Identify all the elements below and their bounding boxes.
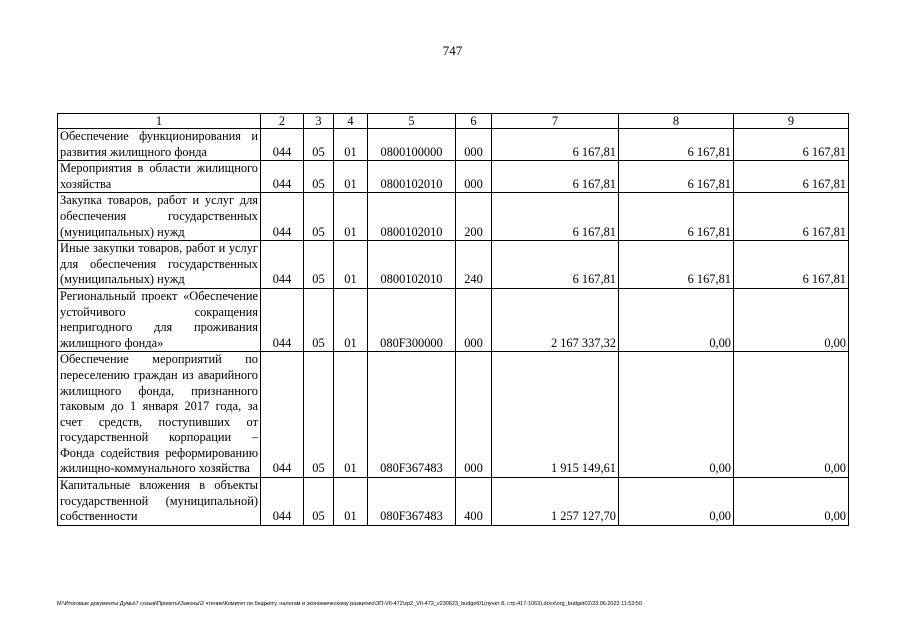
row-subsection: 01 xyxy=(334,161,368,193)
row-amount-col7: 6 167,81 xyxy=(492,129,619,161)
row-subsection: 01 xyxy=(334,288,368,351)
row-amount-col9: 0,00 xyxy=(734,478,849,526)
row-target-article: 0800102010 xyxy=(368,241,456,289)
row-ministry-code: 044 xyxy=(261,478,304,526)
row-subsection: 01 xyxy=(334,241,368,289)
row-expense-type: 400 xyxy=(456,478,492,526)
header-cell-9: 9 xyxy=(734,114,849,129)
row-expense-type: 200 xyxy=(456,193,492,241)
row-target-article: 080F367483 xyxy=(368,478,456,526)
row-ministry-code: 044 xyxy=(261,352,304,478)
row-name: Закупка товаров, работ и услуг для обеспечения государственных (муниципальных) нужд xyxy=(58,193,261,241)
row-target-article: 0800100000 xyxy=(368,129,456,161)
row-subsection: 01 xyxy=(334,352,368,478)
row-amount-col7: 1 915 149,61 xyxy=(492,352,619,478)
table-row xyxy=(58,478,849,526)
row-ministry-code: 044 xyxy=(261,193,304,241)
row-subsection: 01 xyxy=(334,478,368,526)
row-name: Капитальные вложения в объекты государственной (муниципальной) собственности xyxy=(58,478,261,526)
row-name: Обеспечение мероприятий по переселению граждан из аварийного жилищного фонда, признанного таковым до 1 января 2017 года, за счет средств, поступивших от государственной корпорации – Фонда содействия реформированию жилищно-коммунального хозяйства xyxy=(58,352,261,478)
row-amount-col9: 6 167,81 xyxy=(734,193,849,241)
row-target-article: 0800102010 xyxy=(368,161,456,193)
row-name: Региональный проект «Обеспечение устойчивого сокращения непригодного для проживания жилищного фонда» xyxy=(58,288,261,351)
row-amount-col8: 6 167,81 xyxy=(619,193,734,241)
row-target-article: 080F300000 xyxy=(368,288,456,351)
row-ministry-code: 044 xyxy=(261,161,304,193)
header-cell-4: 4 xyxy=(334,114,368,129)
budget-table xyxy=(57,113,849,526)
row-amount-col8: 6 167,81 xyxy=(619,129,734,161)
row-amount-col9: 6 167,81 xyxy=(734,241,849,289)
header-cell-5: 5 xyxy=(368,114,456,129)
header-cell-6: 6 xyxy=(456,114,492,129)
row-expense-type: 240 xyxy=(456,241,492,289)
row-expense-type: 000 xyxy=(456,352,492,478)
row-amount-col7: 6 167,81 xyxy=(492,161,619,193)
row-ministry-code: 044 xyxy=(261,129,304,161)
row-amount-col9: 0,00 xyxy=(734,352,849,478)
row-amount-col8: 6 167,81 xyxy=(619,161,734,193)
row-expense-type: 000 xyxy=(456,288,492,351)
row-ministry-code: 044 xyxy=(261,288,304,351)
row-ministry-code: 044 xyxy=(261,241,304,289)
row-amount-col7: 6 167,81 xyxy=(492,241,619,289)
row-amount-col7: 2 167 337,32 xyxy=(492,288,619,351)
table-row xyxy=(58,241,849,289)
row-subsection: 01 xyxy=(334,193,368,241)
row-name: Мероприятия в области жилищного хозяйства xyxy=(58,161,261,193)
row-expense-type: 000 xyxy=(456,129,492,161)
row-subsection: 01 xyxy=(334,129,368,161)
table-row xyxy=(58,193,849,241)
row-target-article: 080F367483 xyxy=(368,352,456,478)
row-section: 05 xyxy=(304,288,334,351)
row-amount-col9: 0,00 xyxy=(734,288,849,351)
page-number: 747 xyxy=(442,43,463,58)
row-section: 05 xyxy=(304,161,334,193)
row-amount-col8: 6 167,81 xyxy=(619,241,734,289)
row-name: Иные закупки товаров, работ и услуг для обеспечения государственных (муниципальных) нужд xyxy=(58,241,261,289)
header-row xyxy=(58,114,849,129)
row-amount-col7: 1 257 127,70 xyxy=(492,478,619,526)
row-amount-col8: 0,00 xyxy=(619,478,734,526)
header-cell-2: 2 xyxy=(261,114,304,129)
row-name: Обеспечение функционирования и развития жилищного фонда xyxy=(58,129,261,161)
row-section: 05 xyxy=(304,352,334,478)
row-amount-col8: 0,00 xyxy=(619,288,734,351)
table-row xyxy=(58,288,849,351)
row-expense-type: 000 xyxy=(456,161,492,193)
row-section: 05 xyxy=(304,129,334,161)
row-section: 05 xyxy=(304,193,334,241)
file-path-footer: M:\Итоговые документы Думы\7 созыв\Проекты\Законы\2 чтение\Комитет по бюджету, налогам и экономическому развитию\ЗП-VII-472\zp2_VII-472_v230623_budget01(пункт 8, стр.417-1063).docx\org_budget01\23.06.2023 11:53:50 xyxy=(57,601,643,607)
header-cell-8: 8 xyxy=(619,114,734,129)
table-row xyxy=(58,352,849,478)
row-target-article: 0800102010 xyxy=(368,193,456,241)
row-amount-col8: 0,00 xyxy=(619,352,734,478)
row-amount-col7: 6 167,81 xyxy=(492,193,619,241)
row-section: 05 xyxy=(304,241,334,289)
table-row xyxy=(58,161,849,193)
table-row xyxy=(58,129,849,161)
row-amount-col9: 6 167,81 xyxy=(734,129,849,161)
header-cell-1: 1 xyxy=(58,114,261,129)
row-amount-col9: 6 167,81 xyxy=(734,161,849,193)
row-section: 05 xyxy=(304,478,334,526)
header-cell-3: 3 xyxy=(304,114,334,129)
header-cell-7: 7 xyxy=(492,114,619,129)
